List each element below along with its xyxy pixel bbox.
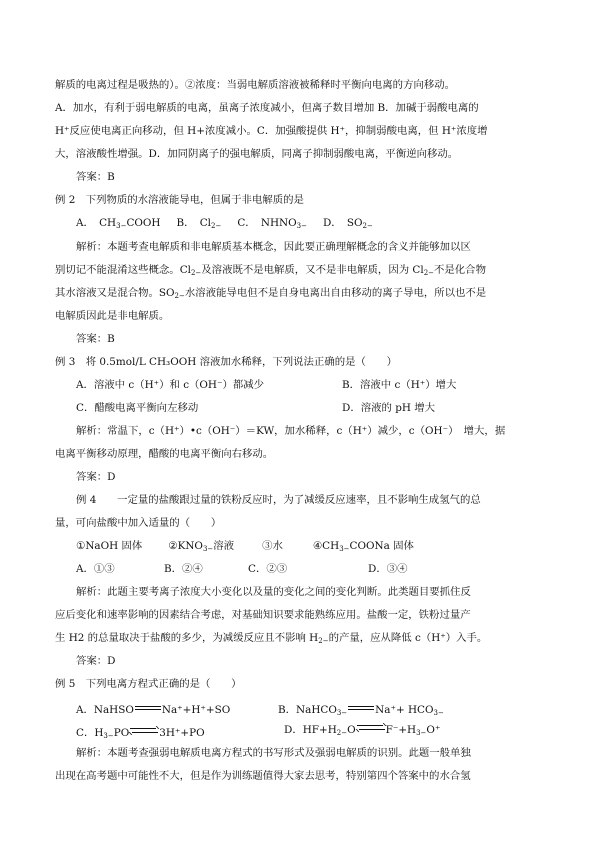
text-line: 应后变化和速率影响的因素结合考虑，对基础知识要求能熟练应用。盐酸一定，铁粉过量产 [55,609,471,621]
equation-d: D．$HF+H_{2-}O$ $F^-+H_{3-}O^+$ [284,724,441,737]
option-c: C．醋酸电离平衡向左移动 [76,402,199,414]
text-line: 其水溶液又是混合物。$SO_{2-}$水溶液能导电但不是自身电离出自由移动的离子导电，所以也不是 [55,287,487,300]
example-4-question: 例 4 一定量的盐酸跟过量的铁粉反应时，为了减缓反应速率，且不影响生成氢气的总 [76,494,481,506]
text-line: 电离平衡移动原理，醋酸的电离平衡向右移动。 [55,448,274,460]
equals-sign-icon [135,705,161,712]
option-b: B．②④ [164,563,203,575]
answer-line: 答案：D [76,471,116,483]
text-line: 解析：本题考查强弱电解质电离方程式的书写形式及强弱电解质的识别。此题一般单独 [76,747,471,759]
equals-sign-icon [348,705,374,712]
equation-c: C．$H_{3-}PO$ 3H⁺+PO [76,727,205,740]
text-line: 解析：常温下，c（H⁺）•c（OH⁻）＝KW，加水稀释，c（H⁺）减少，c（OH⁻） 增大，据 [76,425,506,437]
option-a: A．①③ [76,563,115,575]
reversible-arrow-icon [357,724,385,732]
example-2-question: 例 2 下列物质的水溶液能导电，但属于非电解质的是 [55,194,304,206]
text-line: 解质的电离过程是吸热的）。②浓度：当弱电解质溶液被稀释时平衡向电离的方向移动。 [55,79,456,91]
equation-b: B．NaHCO$_{3-}$ $Na^++ HCO_{3-}$ [278,704,444,717]
option-d: D．溶液的 pH 增大 [342,402,435,414]
answer-line: 答案：D [76,655,116,667]
text-line: 别切记不能混淆这些概念。$Cl_{2-}$及溶液既不是电解质，又不是非电解质，因为 $Cl_{2-}$不是化合物 [55,264,486,277]
example-4-reagents: ①NaOH 固体 $②KNO_{3-}$溶液 ③水 $④CH_{3-}COONa$ 固体 [76,540,414,553]
option-c: C．②③ [248,563,288,575]
text-line: 解析：此题主要考离子浓度大小变化以及量的变化之间的变化判断。此类题目要抓住反 [76,586,471,598]
example-5-question: 例 5 下列电离方程式正确的是（ ） [55,678,242,690]
text-line: 出现在高考题中可能性不大，但是作为训练题值得大家去思考，特别第四个答案中的水合氢 [55,770,471,782]
option-d: D．③④ [368,563,408,575]
example-3-question: 例 3 将 0.5mol/L CH₃OOH 溶液加水稀释，下列说法正确的是（ ） [55,356,398,368]
option-a: A．溶液中 c（H⁺）和 c（OH⁻）都减少 [76,379,265,391]
answer-line: 答案：B [76,333,115,345]
text-line: A．加水，有利于弱电解质的电离，虽离子浓度减小，但离子数目增加 B．加碱于弱酸电离的 [55,102,479,114]
option-b: B．溶液中 c（H⁺）增大 [342,379,457,391]
equation-a: A．NaHSO Na⁺+H⁺+SO [76,704,231,716]
example-2-options: A． $CH_{3-}COOH$ B． $Cl_{2-}$ C． $NHNO_{3-}$ D． $SO_{2-}$ [76,217,373,230]
text-line: 大，溶液酸性增强。D．加同阴离子的强电解质，同离子抑制弱酸电离，平衡逆向移动。 [55,148,459,160]
answer-line: 答案：B [76,171,115,183]
text-line: 电解质因此是非电解质。 [55,310,170,322]
text-line: 量，可向盐酸中加入适量的（ ） [55,517,222,529]
text-line: 生 H2 的总量取决于盐酸的多少，为减缓反应且不影响 $H_{2-}$的产量，应从降低 c（H⁺）入手。 [55,632,488,645]
text-line: H⁺反应使电离正向移动，但 H+浓度减小。C．加强酸提供 H⁺，抑制弱酸电离，但 H⁺浓度增 [55,125,488,137]
text-line: 解析：本题考查电解质和非电解质基本概念，因此要正确理解概念的含义并能够加以区 [76,241,471,253]
reversible-arrow-icon [130,727,158,735]
